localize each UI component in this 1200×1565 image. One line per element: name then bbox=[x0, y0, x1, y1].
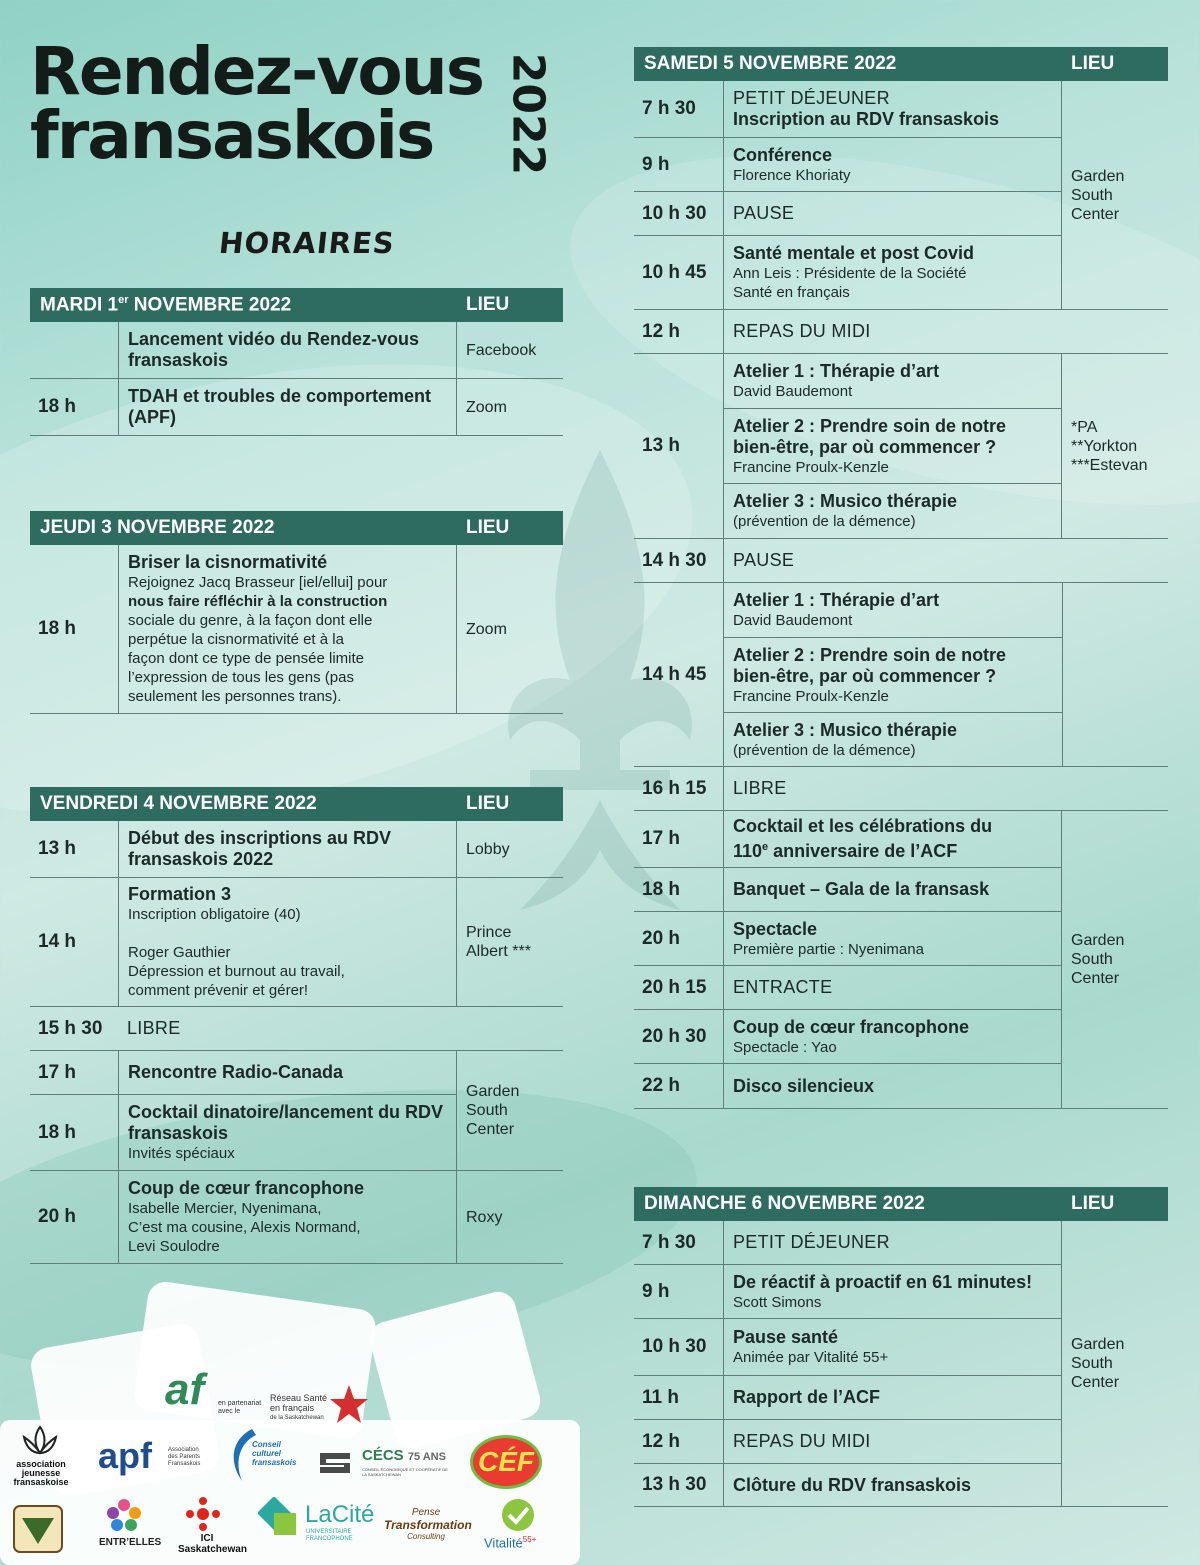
ajf-logo: association jeunesse fransaskoise bbox=[13, 1459, 69, 1487]
atelier-1: Atelier 1 : Thérapie d’art David Baudemont bbox=[724, 354, 1062, 409]
table-row bbox=[30, 878, 563, 1007]
table-row bbox=[634, 1376, 1061, 1420]
time-cell: 10 h 30 bbox=[642, 1336, 707, 1357]
table-row bbox=[634, 354, 1061, 539]
time-cell: 12 h bbox=[642, 320, 681, 342]
atelier-3: Atelier 3 : Musico thérapie (prévention de la démence) bbox=[733, 719, 958, 759]
table-row bbox=[634, 310, 1168, 354]
lieu-cell: Garden South Center bbox=[456, 1051, 556, 1170]
table-row bbox=[30, 821, 563, 878]
lacite-logo: LaCité bbox=[305, 1501, 375, 1528]
garden-lieu-block bbox=[1061, 811, 1168, 1109]
table-row bbox=[634, 1221, 1061, 1265]
event-cell: LIBRE bbox=[127, 1018, 181, 1038]
table-row bbox=[634, 1319, 1061, 1376]
lieu-cell: Garden South Center bbox=[1061, 81, 1161, 309]
time-cell: 14 h bbox=[38, 931, 77, 952]
table-row bbox=[634, 1420, 1061, 1464]
cecs-subtext: CONSEIL ÉCONOMIQUE ET COOPÉRATIF DE LA SASKATCHEWAN bbox=[362, 1467, 448, 1477]
event-cell: Disco silencieux bbox=[723, 1064, 1063, 1108]
table-row bbox=[634, 912, 1061, 966]
time-cell: 13 h 30 bbox=[642, 1474, 707, 1495]
vitalite-check-icon bbox=[500, 1497, 536, 1533]
day-label: DIMANCHE 6 NOVEMBRE 2022 bbox=[644, 1193, 925, 1214]
time-cell: 17 h bbox=[38, 1061, 77, 1083]
time-cell: 22 h bbox=[642, 1075, 681, 1096]
lacite-logo-icon bbox=[258, 1497, 302, 1541]
time-cell: 18 h bbox=[38, 618, 77, 639]
table-row bbox=[30, 322, 563, 379]
lieu-header: LIEU bbox=[466, 793, 510, 814]
atelier-group bbox=[723, 354, 1062, 538]
time-cell: 20 h bbox=[642, 927, 681, 949]
event-cell: REPAS DU MIDI bbox=[723, 1420, 1063, 1463]
page-title: Rendez-vous fransaskois bbox=[30, 33, 484, 174]
event-cell: Banquet – Gala de la fransask bbox=[723, 868, 1063, 911]
rsf-star-icon bbox=[328, 1383, 370, 1427]
table-row bbox=[634, 138, 1061, 192]
table-row bbox=[634, 1064, 1061, 1109]
time-cell: 10 h 45 bbox=[642, 261, 707, 283]
table-header bbox=[30, 511, 563, 545]
apf-subtext: Association des Parents Fransaskois bbox=[168, 1447, 201, 1467]
time-cell: 14 h 30 bbox=[642, 549, 707, 571]
table-row bbox=[634, 811, 1061, 868]
event-cell: Pause santé Animée par Vitalité 55+ bbox=[723, 1319, 1063, 1375]
time-cell: 13 h bbox=[642, 435, 681, 456]
time-cell: 9 h bbox=[642, 153, 670, 175]
lacite-subtext: UNIVERSITAIRE FRANCOPHONE bbox=[306, 1529, 353, 1542]
table-row bbox=[30, 1095, 456, 1171]
ccf-logo: Conseil culturel fransaskois bbox=[252, 1440, 297, 1467]
table-row bbox=[634, 966, 1061, 1010]
radio-canada-gem-icon bbox=[186, 1497, 220, 1531]
event-cell: Conférence Florence Khoriaty bbox=[723, 138, 1063, 191]
time-cell: 18 h bbox=[38, 1121, 77, 1143]
event-cell: TDAH et troubles de comportement (APF) bbox=[118, 379, 457, 435]
event-cell: Cocktail dinatoire/lancement du RDV fransaskois Invités spéciaux bbox=[118, 1095, 457, 1170]
table-row bbox=[30, 379, 563, 436]
time-cell: 20 h bbox=[38, 1206, 77, 1227]
event-cell: Lancement vidéo du Rendez-vous fransaskois bbox=[118, 322, 457, 378]
table-mardi bbox=[30, 288, 563, 436]
table-row bbox=[634, 767, 1168, 811]
lieu-cell: Facebook bbox=[456, 322, 564, 378]
time-cell: 18 h bbox=[38, 396, 77, 417]
table-row bbox=[30, 545, 563, 714]
day-label: SAMEDI 5 NOVEMBRE 2022 bbox=[644, 53, 897, 74]
lieu-cell: Garden South Center bbox=[1061, 811, 1161, 1108]
cecs-logo: CÉCS 75 ANS bbox=[362, 1447, 446, 1464]
table-row bbox=[634, 868, 1061, 912]
atelier-2: Atelier 2 : Prendre soin de notre bien-être, par où commencer ? Francine Proulx-Kenzle bbox=[724, 638, 1062, 713]
ici-logo: ICI Saskatchewan bbox=[178, 1533, 247, 1555]
time-cell: 10 h 30 bbox=[642, 202, 707, 224]
event-cell: Rapport de l’ACF bbox=[723, 1376, 1063, 1419]
time-cell: 12 h bbox=[642, 1430, 681, 1452]
garden-lieu-block bbox=[1061, 1221, 1168, 1507]
time-cell: 11 h bbox=[642, 1386, 679, 1408]
event-cell: PAUSE bbox=[723, 192, 1063, 235]
event-cell: PETIT DÉJEUNER Inscription au RDV fransaskois bbox=[723, 81, 1063, 137]
subtitle-horaires: HORAIRES bbox=[217, 226, 397, 260]
cecs-s-icon bbox=[314, 1445, 356, 1481]
event-cell: Début des inscriptions au RDV fransaskois 2022 bbox=[118, 821, 457, 877]
villes-lieu-block bbox=[1061, 354, 1168, 539]
day-label: VENDREDI 4 NOVEMBRE 2022 bbox=[40, 793, 317, 814]
table-row bbox=[634, 192, 1061, 236]
time-cell bbox=[30, 322, 118, 378]
event-cell: REPAS DU MIDI bbox=[723, 310, 1167, 353]
year-vertical: 2022 bbox=[502, 52, 554, 175]
table-row bbox=[30, 1007, 563, 1051]
table-row bbox=[634, 1265, 1061, 1319]
table-row bbox=[634, 583, 1168, 767]
table-header bbox=[30, 288, 563, 322]
time-cell: 7 h 30 bbox=[642, 98, 696, 119]
lieu-header: LIEU bbox=[1071, 1193, 1115, 1214]
event-cell: Rencontre Radio-Canada bbox=[118, 1051, 457, 1094]
table-header bbox=[634, 1187, 1168, 1221]
atelier-3: Atelier 3 : Musico thérapie (prévention de la démence) bbox=[733, 491, 958, 530]
time-cell: 15 h 30 bbox=[38, 1017, 103, 1039]
time-cell: 20 h 30 bbox=[642, 1025, 707, 1047]
day-label: JEUDI 3 NOVEMBRE 2022 bbox=[40, 517, 275, 538]
event-cell: Briser la cisnormativité Rejoignez Jacq Brasseur [iel/ellui] pour nous faire réfléchir à la construction sociale du genre, à la façon dont elle perpétue la cisnormativité et à la façon dont ce type de pensée limite l’expression de tous les gens (pas seulement les personnes trans). bbox=[118, 545, 457, 713]
table-row bbox=[30, 1051, 456, 1095]
event-cell: De réactif à proactif en 61 minutes! Scott Simons bbox=[723, 1265, 1063, 1318]
event-cell: Spectacle Première partie : Nyenimana bbox=[723, 912, 1063, 965]
table-dimanche bbox=[634, 1187, 1168, 1507]
event-cell: PETIT DÉJEUNER bbox=[723, 1221, 1063, 1264]
acf-logo: af bbox=[165, 1365, 205, 1414]
table-row bbox=[30, 1171, 563, 1264]
event-cell: LIBRE bbox=[723, 767, 1167, 810]
garden-lieu-block bbox=[1061, 81, 1168, 310]
lieu-cell: Lobby bbox=[456, 821, 564, 877]
table-samedi bbox=[634, 47, 1168, 1109]
lieu-cell: Zoom bbox=[456, 545, 564, 713]
table-row bbox=[634, 81, 1061, 138]
time-cell: 18 h bbox=[642, 878, 681, 900]
event-cell: Coup de cœur francophone Isabelle Mercier, Nyenimana, C’est ma cousine, Alexis Normand, Levi Soulodre bbox=[118, 1171, 457, 1263]
event-cell: Cocktail et les célébrations du 110e anniversaire de l’ACF bbox=[723, 811, 1063, 867]
time-cell: 7 h 30 bbox=[642, 1231, 696, 1253]
table-row bbox=[634, 1464, 1061, 1507]
entrelles-flower-icon bbox=[104, 1497, 144, 1533]
lieu-header: LIEU bbox=[466, 294, 510, 315]
event-cell: Santé mentale et post Covid Ann Leis : Présidente de la Société Santé en français bbox=[723, 236, 1063, 309]
ajf-lotus-icon bbox=[18, 1423, 62, 1459]
event-cell: Formation 3 Inscription obligatoire (40) Roger Gauthier Dépression et burnout au travail, comment prévenir et gérer! bbox=[118, 878, 457, 1006]
lieu-cell: Garden South Center bbox=[1061, 1221, 1161, 1506]
atelier-1: Atelier 1 : Thérapie d’art David Baudemont bbox=[724, 583, 1062, 638]
municipal-crest-icon bbox=[8, 1500, 68, 1558]
cef-logo: CÉF bbox=[470, 1435, 542, 1489]
lieu-cell: Roxy bbox=[456, 1171, 564, 1263]
rsf-logo: Réseau Santé en français de la Saskatchewan bbox=[270, 1393, 328, 1421]
table-row bbox=[634, 1010, 1061, 1064]
table-row bbox=[634, 539, 1168, 583]
time-cell: 17 h bbox=[642, 828, 681, 849]
lieu-header: LIEU bbox=[466, 517, 510, 538]
lieu-cell: Prince Albert *** bbox=[456, 878, 556, 1006]
time-cell: 14 h 45 bbox=[642, 663, 707, 685]
partner-text: en partenariat avec le bbox=[218, 1400, 262, 1415]
transformation-logo: Pense Transformation Consulting bbox=[384, 1507, 472, 1541]
sponsor-logos bbox=[0, 1275, 615, 1565]
time-cell: 16 h 15 bbox=[642, 777, 707, 799]
table-header bbox=[30, 787, 563, 821]
event-cell: PAUSE bbox=[723, 539, 1167, 582]
event-cell: Clôture du RDV fransaskois bbox=[723, 1464, 1063, 1506]
atelier-group bbox=[723, 583, 1063, 766]
table-row bbox=[634, 236, 1061, 310]
event-cell: ENTRACTE bbox=[723, 966, 1063, 1009]
event-cell: Coup de cœur francophone Spectacle : Yao bbox=[723, 1010, 1063, 1063]
table-jeudi bbox=[30, 511, 563, 714]
time-cell: 20 h 15 bbox=[642, 976, 707, 998]
time-cell: 9 h bbox=[642, 1280, 670, 1302]
lieu-header: LIEU bbox=[1071, 53, 1115, 74]
table-header bbox=[634, 47, 1168, 81]
atelier-2: Atelier 2 : Prendre soin de notre bien-être, par où commencer ? Francine Proulx-Kenzle bbox=[724, 409, 1062, 484]
garden-lieu-block bbox=[456, 1051, 563, 1171]
apf-logo: apf bbox=[98, 1435, 152, 1476]
time-cell: 13 h bbox=[38, 838, 77, 859]
vitalite-logo: Vitalité$^{55+}$ bbox=[484, 1535, 537, 1551]
table-vendredi bbox=[30, 787, 563, 1265]
day-label: MARDI 1er NOVEMBRE 2022 bbox=[40, 293, 292, 316]
lieu-cell: *PA **Yorkton ***Estevan bbox=[1061, 354, 1169, 538]
entrelles-logo: ENTR’ELLES bbox=[99, 1537, 162, 1548]
lieu-cell: Zoom bbox=[456, 379, 564, 435]
